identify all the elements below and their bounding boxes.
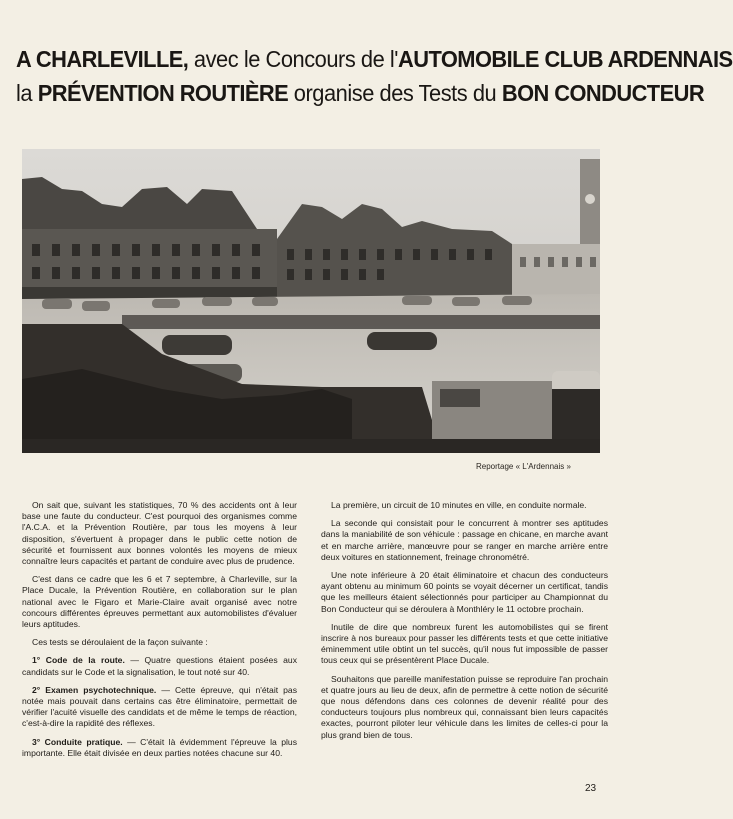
test-item-psychotechnique [22, 685, 297, 730]
headline-club: AUTOMOBILE CLUB ARDENNAIS [398, 46, 733, 72]
left-text-column [22, 500, 297, 766]
photo-credit: Reportage « L'Ardennais » [476, 462, 571, 471]
headline-organisation: PRÉVENTION ROUTIÈRE [37, 80, 289, 106]
page-number: 23 [585, 783, 597, 794]
headline-line-1 [16, 42, 733, 76]
paragraph: Une note inférieure à 20 était éliminatoire et chacun des conducteurs ayant obtenu au minimum 60 points se voyait décerner un certificat, tandis que les meilleurs étaient sélectionnés pour participer au Championnat du Bon Conducteur qui se déroulera à Monthléry le 11 octobre prochain. [321, 570, 608, 614]
headline-article: la [16, 80, 38, 106]
article-headline [16, 42, 733, 110]
test-item-text: — C'était là évidemment l'épreuve la plus importante. Elle était divisée en deux parties notées chacune sur 40. [22, 736, 297, 758]
headline-connector: avec le Concours de l' [188, 46, 399, 72]
headline-verb: organise des Tests du [288, 80, 502, 106]
test-item-text: — Quatre questions étaient posées aux candidats sur le Code et la signalisation, le tout noté sur 40. [22, 655, 297, 677]
paragraph: La seconde qui consistait pour le concurrent à montrer ses aptitudes dans la maniabilité de son véhicule : passage en chicane, en marche avant et en marche arrière, manœuvre pour se ranger en marche arrière entre deux voitures en stationnement, freinage chronométré. [321, 518, 608, 562]
headline-event: BON CONDUCTEUR [501, 80, 705, 106]
headline-line-2 [16, 76, 705, 110]
place-ducale-photo [22, 149, 600, 453]
test-item-text: — Cette épreuve, qui n'était pas notée mais pouvait dans certains cas être éliminatoire, permettait de vérifier l'acuité visuelle des candidats et de même le temps de réaction, c'est-à-dire la rapidité des réflexes. [22, 684, 298, 729]
test-item-code [22, 655, 297, 677]
paragraph: La première, un circuit de 10 minutes en ville, en conduite normale. [331, 500, 587, 510]
test-item-label: 3° Conduite pratique. [32, 736, 123, 747]
photo-illustration [22, 149, 600, 453]
test-item-label: 2° Examen psychotechnique. [32, 684, 157, 695]
paragraph: Ces tests se déroulaient de la façon suivante : [32, 637, 208, 648]
paragraph: On sait que, suivant les statistiques, 70 % des accidents ont à leur base une faute du conducteur. C'est pourquoi des organismes comme l'A.C.A. et la Prévention Routière, par tous les moyens à leur disposition, s'évertuent à propager dans le public cette notion de sécurité et fournissent aux bonnes volontés les moyens de mieux connaître leurs capacités et partant de conduire avec plus de prudence. [22, 500, 297, 567]
right-text-column [321, 500, 608, 748]
paragraph: C'est dans ce cadre que les 6 et 7 septembre, à Charleville, sur la Place Ducale, la Prévention Routière, en collaboration sur le plan national avec le Figaro et Marie-Claire avait organisé avec notre concours différentes épreuves permettant aux automobilistes d'évaluer leurs aptitudes. [22, 574, 297, 630]
paragraph: Inutile de dire que nombreux furent les automobilistes qui se firent inscrire à nos bureaux pour passer les différents tests et que cette initiative éminemment utile obtint un tel succès, qu'il nous fut impossible de passer tous ceux qui se présentèrent Place Ducale. [321, 621, 608, 666]
headline-city: A CHARLEVILLE, [16, 46, 189, 72]
paragraph: Souhaitons que pareille manifestation puisse se reproduire l'an prochain et quatre jours au lieu de deux, afin de permettre à cette notion de sécurité que nous défendons dans ces colonnes de devenir réalité pour des conducteurs toujours plus nombreux qui, connaissant bien leurs capacités exactes, pourront piloter leur véhicule dans les limites de celles-ci pour la plus grand bien de tous. [321, 673, 608, 740]
test-item-label: 1° Code de la route. [32, 655, 125, 666]
test-item-conduite [22, 737, 297, 759]
